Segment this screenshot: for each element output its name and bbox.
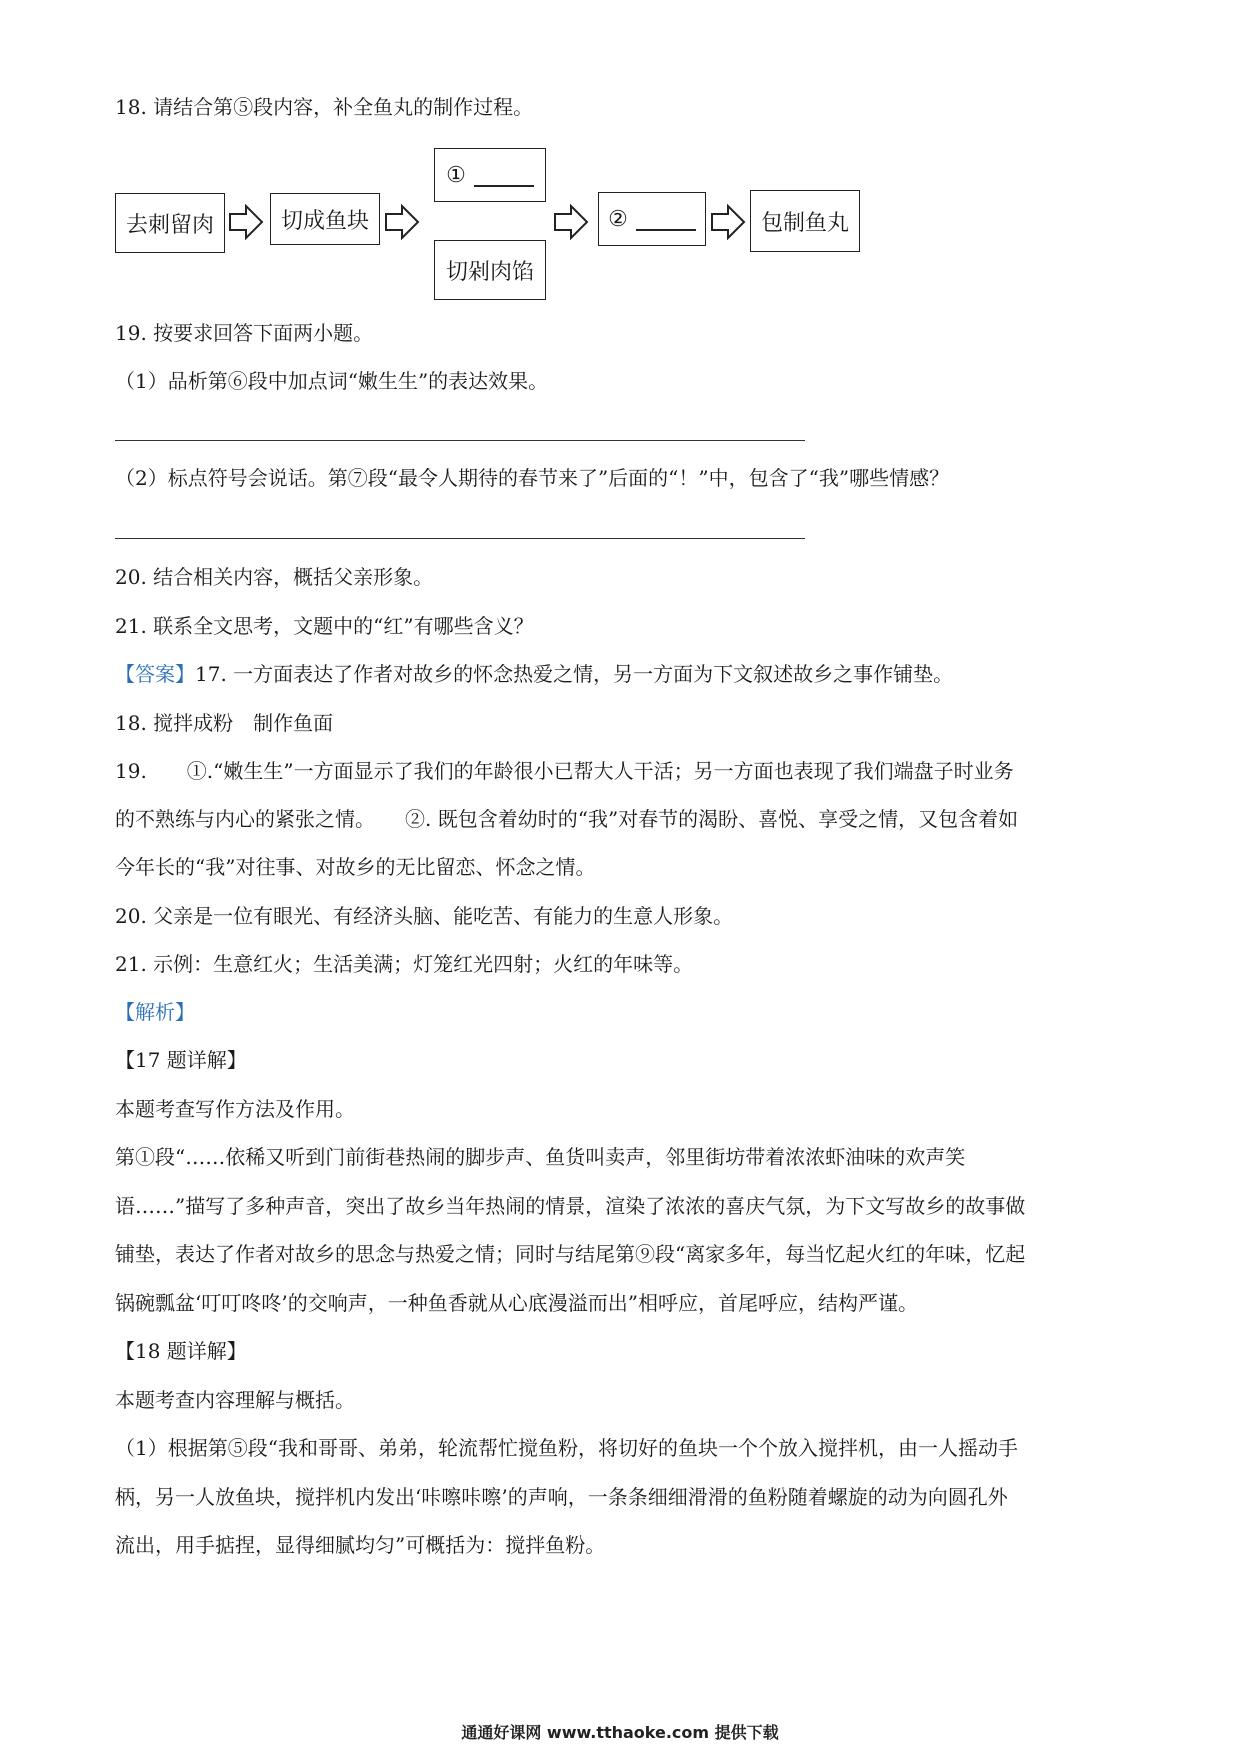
answer-line[interactable] [115,538,805,539]
analysis-18-line-3: 流出，用手掂捏，显得细腻均匀”可概括为：搅拌鱼粉。 [115,1533,606,1557]
analysis-17-line-4: 锅碗瓢盆‘叮叮咚咚’的交响声，一种鱼香就从心底漫溢而出”相呼应，首尾呼应，结构严谨。 [115,1291,918,1315]
page-footer: 通通好课网 www.tthaoke.com 提供下载 [461,1723,779,1742]
question-19-sub2: （2）标点符号会说话。第⑦段“最令人期待的春节来了”后面的“！”中，包含了“我”哪些情感？ [115,466,950,490]
flow-arrow-icon [384,204,420,240]
answer-19-line-3: 今年长的“我”对往事、对故乡的无比留恋、怀念之情。 [115,855,596,879]
question-19: 19. 按要求回答下面两小题。 [115,321,374,345]
question-20: 20. 结合相关内容，概括父亲形象。 [115,565,434,589]
answer-18: 18. 搅拌成粉 制作鱼面 [115,711,334,735]
analysis-17-heading: 【17 题详解】 [115,1048,247,1072]
answer-tag: 【答案】 [115,662,195,686]
flow-arrow-icon [710,204,746,240]
flow-step-5: 包制鱼丸 [750,190,860,252]
analysis-18-line-1: （1）根据第⑤段“我和哥哥、弟弟，轮流帮忙搅鱼粉，将切好的鱼块一个个放入搅拌机，由一人摇动手 [115,1436,1018,1460]
analysis-18-intro: 本题考查内容理解与概括。 [115,1388,355,1412]
analysis-18-line-2: 柄，另一人放鱼块，搅拌机内发出‘咔嚓咔嚓’的声响，一条条细细滑滑的鱼粉随着螺旋的动为向圆孔外 [115,1485,1008,1509]
answer-21: 21. 示例：生意红火；生活美满；灯笼红光四射；火红的年味等。 [115,952,694,976]
answer-19-line-2: 的不熟练与内心的紧张之情。 ②. 既包含着幼时的“我”对春节的渴盼、喜悦、享受之情，又包含着如 [115,807,1019,831]
analysis-tag: 【解析】 [115,1000,195,1024]
question-19-sub1: （1）品析第⑥段中加点词“嫩生生”的表达效果。 [115,369,549,393]
answer-20: 20. 父亲是一位有眼光、有经济头脑、能吃苦、有能力的生意人形象。 [115,904,734,928]
flow-arrow-icon [553,204,589,240]
analysis-17-line-1: 第①段“……依稀又听到门前街巷热闹的脚步声、鱼货叫卖声，邻里街坊带着浓浓虾油味的欢声笑 [115,1145,966,1169]
flow-step-2: 切成鱼块 [270,193,380,245]
flow-arrow-icon [228,204,264,240]
answer-19-line-1: 19. ①.“嫩生生”一方面显示了我们的年龄很小已帮大人干活；另一方面也表现了我们端盘子时业务 [115,759,1014,783]
flow-step-3b: 切剁肉馅 [434,240,546,300]
analysis-17-intro: 本题考查写作方法及作用。 [115,1097,355,1121]
answer-17: 【答案】17. 一方面表达了作者对故乡的怀念热爱之情，另一方面为下文叙述故乡之事作铺垫。 [115,662,954,686]
flow-step-4-blank: ② [598,192,706,246]
flow-step-1: 去刺留肉 [115,193,225,253]
answer-blank-2[interactable] [636,207,696,231]
answer-blank-1[interactable] [474,163,534,187]
analysis-17-line-2: 语……”描写了多种声音，突出了故乡当年热闹的情景，渲染了浓浓的喜庆气氛，为下文写故乡的故事做 [115,1194,1026,1218]
question-18: 18. 请结合第⑤段内容，补全鱼丸的制作过程。 [115,95,534,119]
answer-line[interactable] [115,440,805,441]
question-21: 21. 联系全文思考，文题中的“红”有哪些含义？ [115,614,534,638]
analysis-17-line-3: 铺垫，表达了作者对故乡的思念与热爱之情；同时与结尾第⑨段“离家多年，每当忆起火红的年味，忆起 [115,1242,1026,1266]
analysis-18-heading: 【18 题详解】 [115,1339,247,1363]
flow-step-3a-blank: ① [434,148,546,202]
